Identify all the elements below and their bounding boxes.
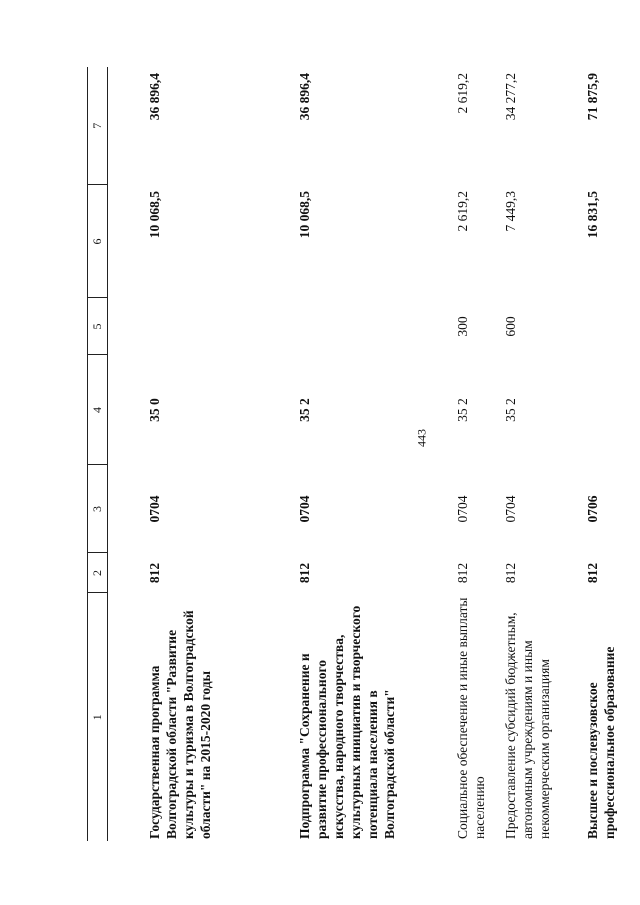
- row-col-6: 2 619,2: [455, 191, 470, 232]
- row-col-7: 2 619,2: [455, 73, 470, 114]
- row-col-3: 0704: [297, 495, 312, 523]
- row-col-5: [584, 298, 624, 355]
- row-col-5: [108, 298, 297, 355]
- row-col-6: 10 068,5: [297, 191, 312, 239]
- row-col-2: 812: [297, 562, 312, 584]
- header-col-5: 5: [88, 298, 108, 355]
- table-row: [584, 67, 624, 841]
- row-name: Высшее и послевузовское профессиональное образование: [585, 646, 617, 839]
- row-col-4: [584, 355, 624, 465]
- row-col-6: 7 449,3: [503, 191, 518, 232]
- row-col-4: 35 2: [297, 398, 312, 422]
- page-number: 443: [414, 429, 429, 447]
- row-col-4: 35 2: [455, 398, 470, 422]
- row-col-6: 10 068,5: [147, 191, 162, 239]
- row-col-2: 812: [503, 562, 518, 584]
- row-col-2: 812: [147, 562, 162, 584]
- row-col-3: 0704: [503, 495, 518, 523]
- row-name: Подпрограмма "Сохранение и развитие профессионального искусства, народного творчества, культурных инициатив и творческого потенциала населения в Волгоградской области": [297, 605, 397, 839]
- row-col-5: 300: [455, 316, 470, 337]
- row-col-7: 36 896,4: [297, 73, 312, 121]
- row-col-5: 600: [503, 316, 518, 337]
- header-col-2: 2: [88, 553, 108, 593]
- row-col-3: 0704: [147, 495, 162, 523]
- table-row: [108, 67, 297, 841]
- row-col-4: 35 0: [147, 398, 162, 422]
- row-name: Социальное обеспечение и иные выплаты населению: [455, 597, 487, 839]
- row-col-2: 812: [585, 562, 600, 584]
- row-col-6: 16 831,5: [585, 191, 600, 239]
- table-row: [502, 67, 584, 841]
- row-col-4: 35 2: [503, 398, 518, 422]
- header-col-4: 4: [88, 355, 108, 465]
- row-col-3: 0706: [585, 495, 600, 523]
- budget-table: [87, 67, 624, 841]
- header-col-1: 1: [88, 593, 108, 841]
- budget-table-container: [87, 67, 617, 841]
- header-row: [88, 67, 108, 841]
- row-name: Предоставление субсидий бюджетным, автономным учреждениям и иным некоммерческим организациям: [503, 612, 552, 839]
- row-col-5: [296, 298, 454, 355]
- header-col-6: 6: [88, 185, 108, 298]
- header-col-7: 7: [88, 67, 108, 185]
- table-row: [296, 67, 454, 841]
- row-col-2: 812: [455, 562, 470, 584]
- row-col-7: 71 875,9: [585, 73, 600, 121]
- table-row: [454, 67, 502, 841]
- header-col-3: 3: [88, 465, 108, 553]
- row-col-3: 0704: [455, 495, 470, 523]
- row-col-7: 34 277,2: [503, 73, 518, 121]
- row-name: Государственная программа Волгоградской области "Развитие культуры и туризма в Волгоградской области" на 2015-2020 годы: [147, 610, 213, 839]
- row-col-7: 36 896,4: [147, 73, 162, 121]
